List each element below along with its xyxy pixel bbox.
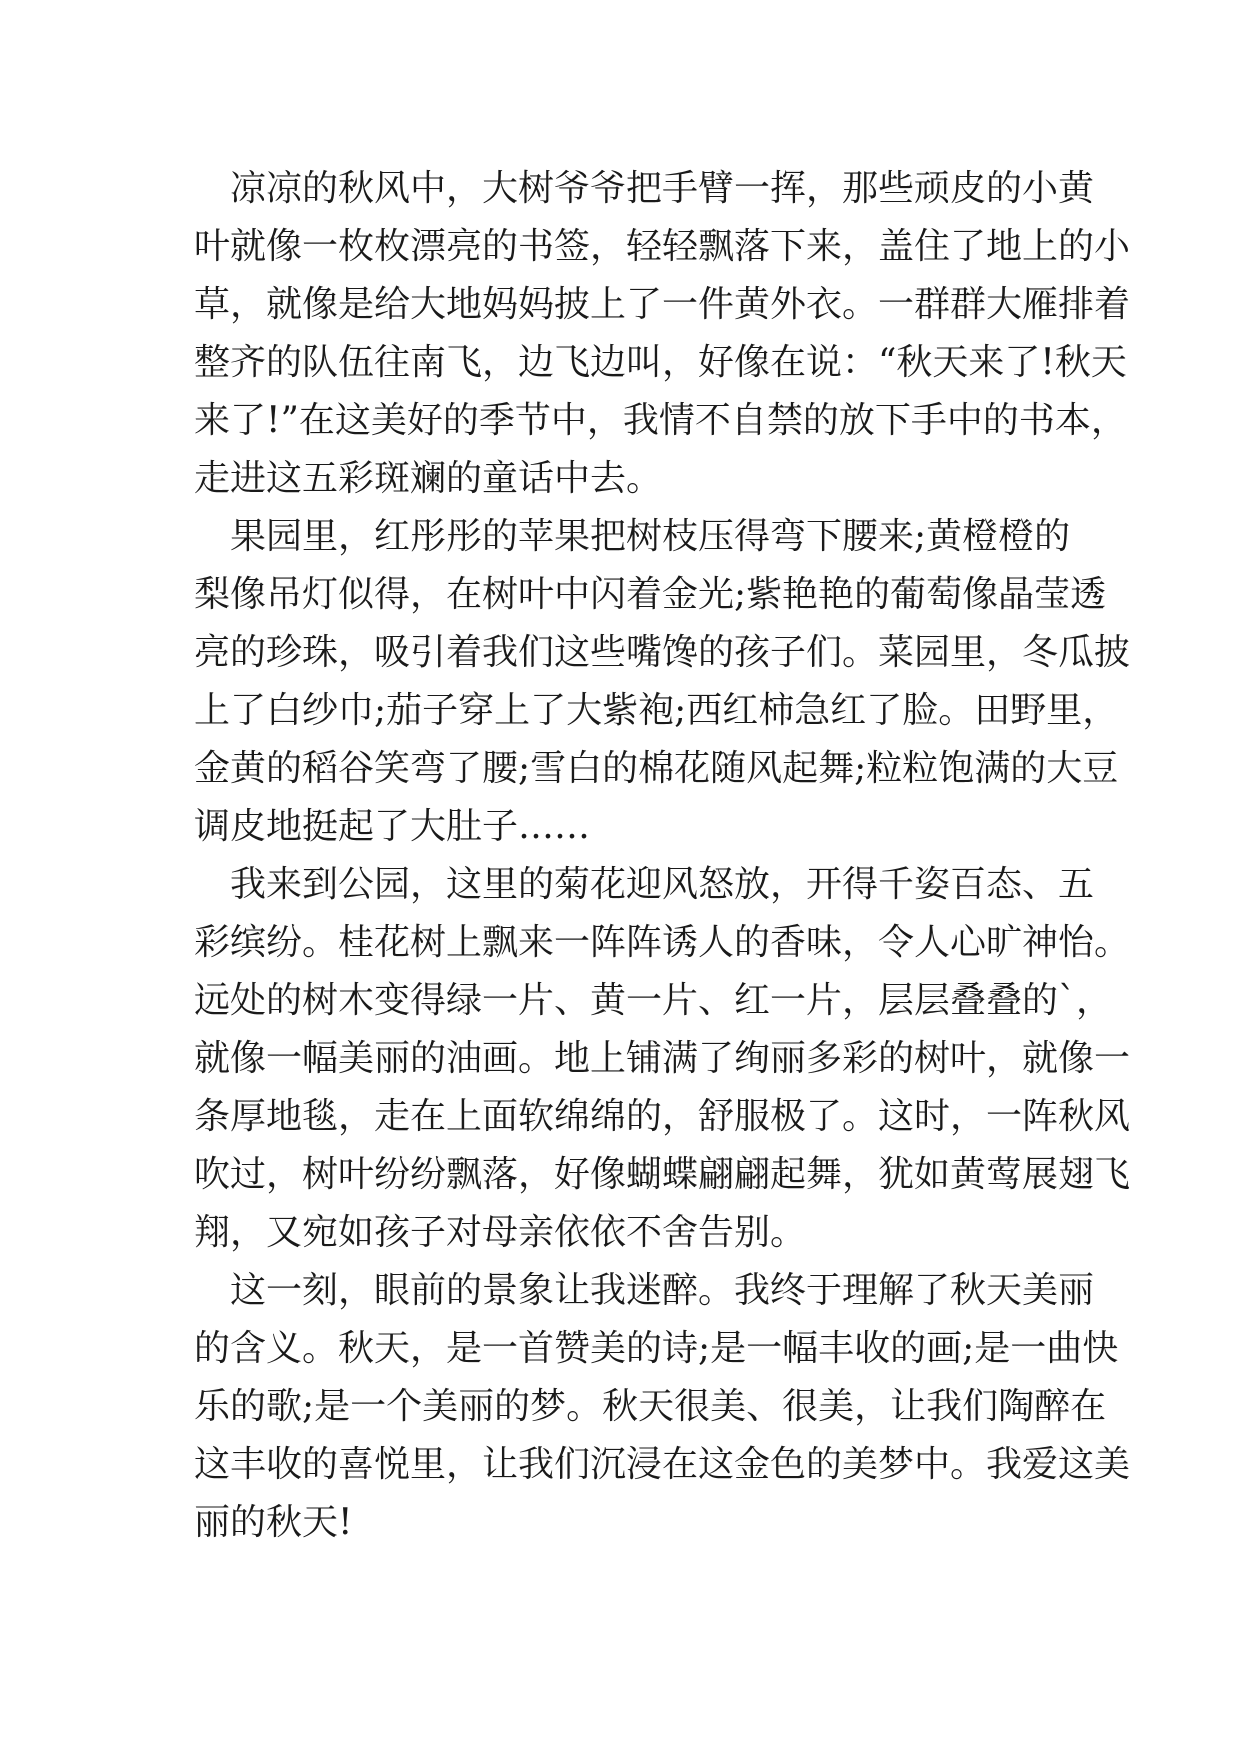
paragraph-3-line-1: 我来到公园，这里的菊花迎风怒放，开得千姿百态、五	[230, 864, 1095, 905]
paragraph-4-line-5: 丽的秋天!	[194, 1502, 353, 1543]
paragraph-1-line-3: 草，就像是给大地妈妈披上了一件黄外衣。一群群大雁排着	[194, 284, 1131, 325]
paragraph-4-line-4: 这丰收的喜悦里，让我们沉浸在这金色的美梦中。我爱这美	[194, 1444, 1131, 1485]
paragraph-3-line-7: 翔，又宛如孩子对母亲依依不舍告别。	[194, 1212, 807, 1253]
paragraph-2-line-2: 梨像吊灯似得，在树叶中闪着金光;紫艳艳的葡萄像晶莹透	[194, 574, 1107, 615]
paragraph-3-line-6: 吹过，树叶纷纷飘落，好像蝴蝶翩翩起舞，犹如黄莺展翅飞	[194, 1154, 1131, 1195]
paragraph-4-line-1: 这一刻，眼前的景象让我迷醉。我终于理解了秋天美丽	[230, 1270, 1095, 1311]
paragraph-3-line-5: 条厚地毯，走在上面软绵绵的，舒服极了。这时，一阵秋风	[194, 1096, 1131, 1137]
paragraph-3-line-4: 就像一幅美丽的油画。地上铺满了绚丽多彩的树叶，就像一	[194, 1038, 1131, 1079]
paragraph-3-line-3: 远处的树木变得绿一片、黄一片、红一片，层层叠叠的`，	[194, 980, 1113, 1021]
paragraph-1-line-1: 凉凉的秋风中，大树爷爷把手臂一挥，那些顽皮的小黄	[230, 168, 1095, 209]
paragraph-2-line-4: 上了白纱巾;茄子穿上了大紫袍;西红柿急红了脸。田野里，	[194, 690, 1119, 731]
paragraph-4-line-3: 乐的歌;是一个美丽的梦。秋天很美、很美，让我们陶醉在	[194, 1386, 1107, 1427]
paragraph-1-line-2: 叶就像一枚枚漂亮的书签，轻轻飘落下来，盖住了地上的小	[194, 226, 1131, 267]
paragraph-2-line-6: 调皮地挺起了大肚子……	[194, 806, 591, 847]
paragraph-1-line-5: 来了!”在这美好的季节中，我情不自禁的放下手中的书本，	[194, 400, 1127, 441]
paragraph-3-line-2: 彩缤纷。桂花树上飘来一阵阵诱人的香味，令人心旷神怡。	[194, 922, 1131, 963]
paragraph-1-line-4: 整齐的队伍往南飞，边飞边叫，好像在说：“秋天来了!秋天	[194, 342, 1127, 383]
paragraph-2-line-5: 金黄的稻谷笑弯了腰;雪白的棉花随风起舞;粒粒饱满的大豆	[194, 748, 1119, 789]
paragraph-2-line-1: 果园里，红彤彤的苹果把树枝压得弯下腰来;黄橙橙的	[230, 516, 1071, 557]
paragraph-1-line-6: 走进这五彩斑斓的童话中去。	[194, 458, 663, 499]
paragraph-4-line-2: 的含义。秋天，是一首赞美的诗;是一幅丰收的画;是一曲快	[194, 1328, 1119, 1369]
paragraph-2-line-3: 亮的珍珠，吸引着我们这些嘴馋的孩子们。菜园里，冬瓜披	[194, 632, 1131, 673]
